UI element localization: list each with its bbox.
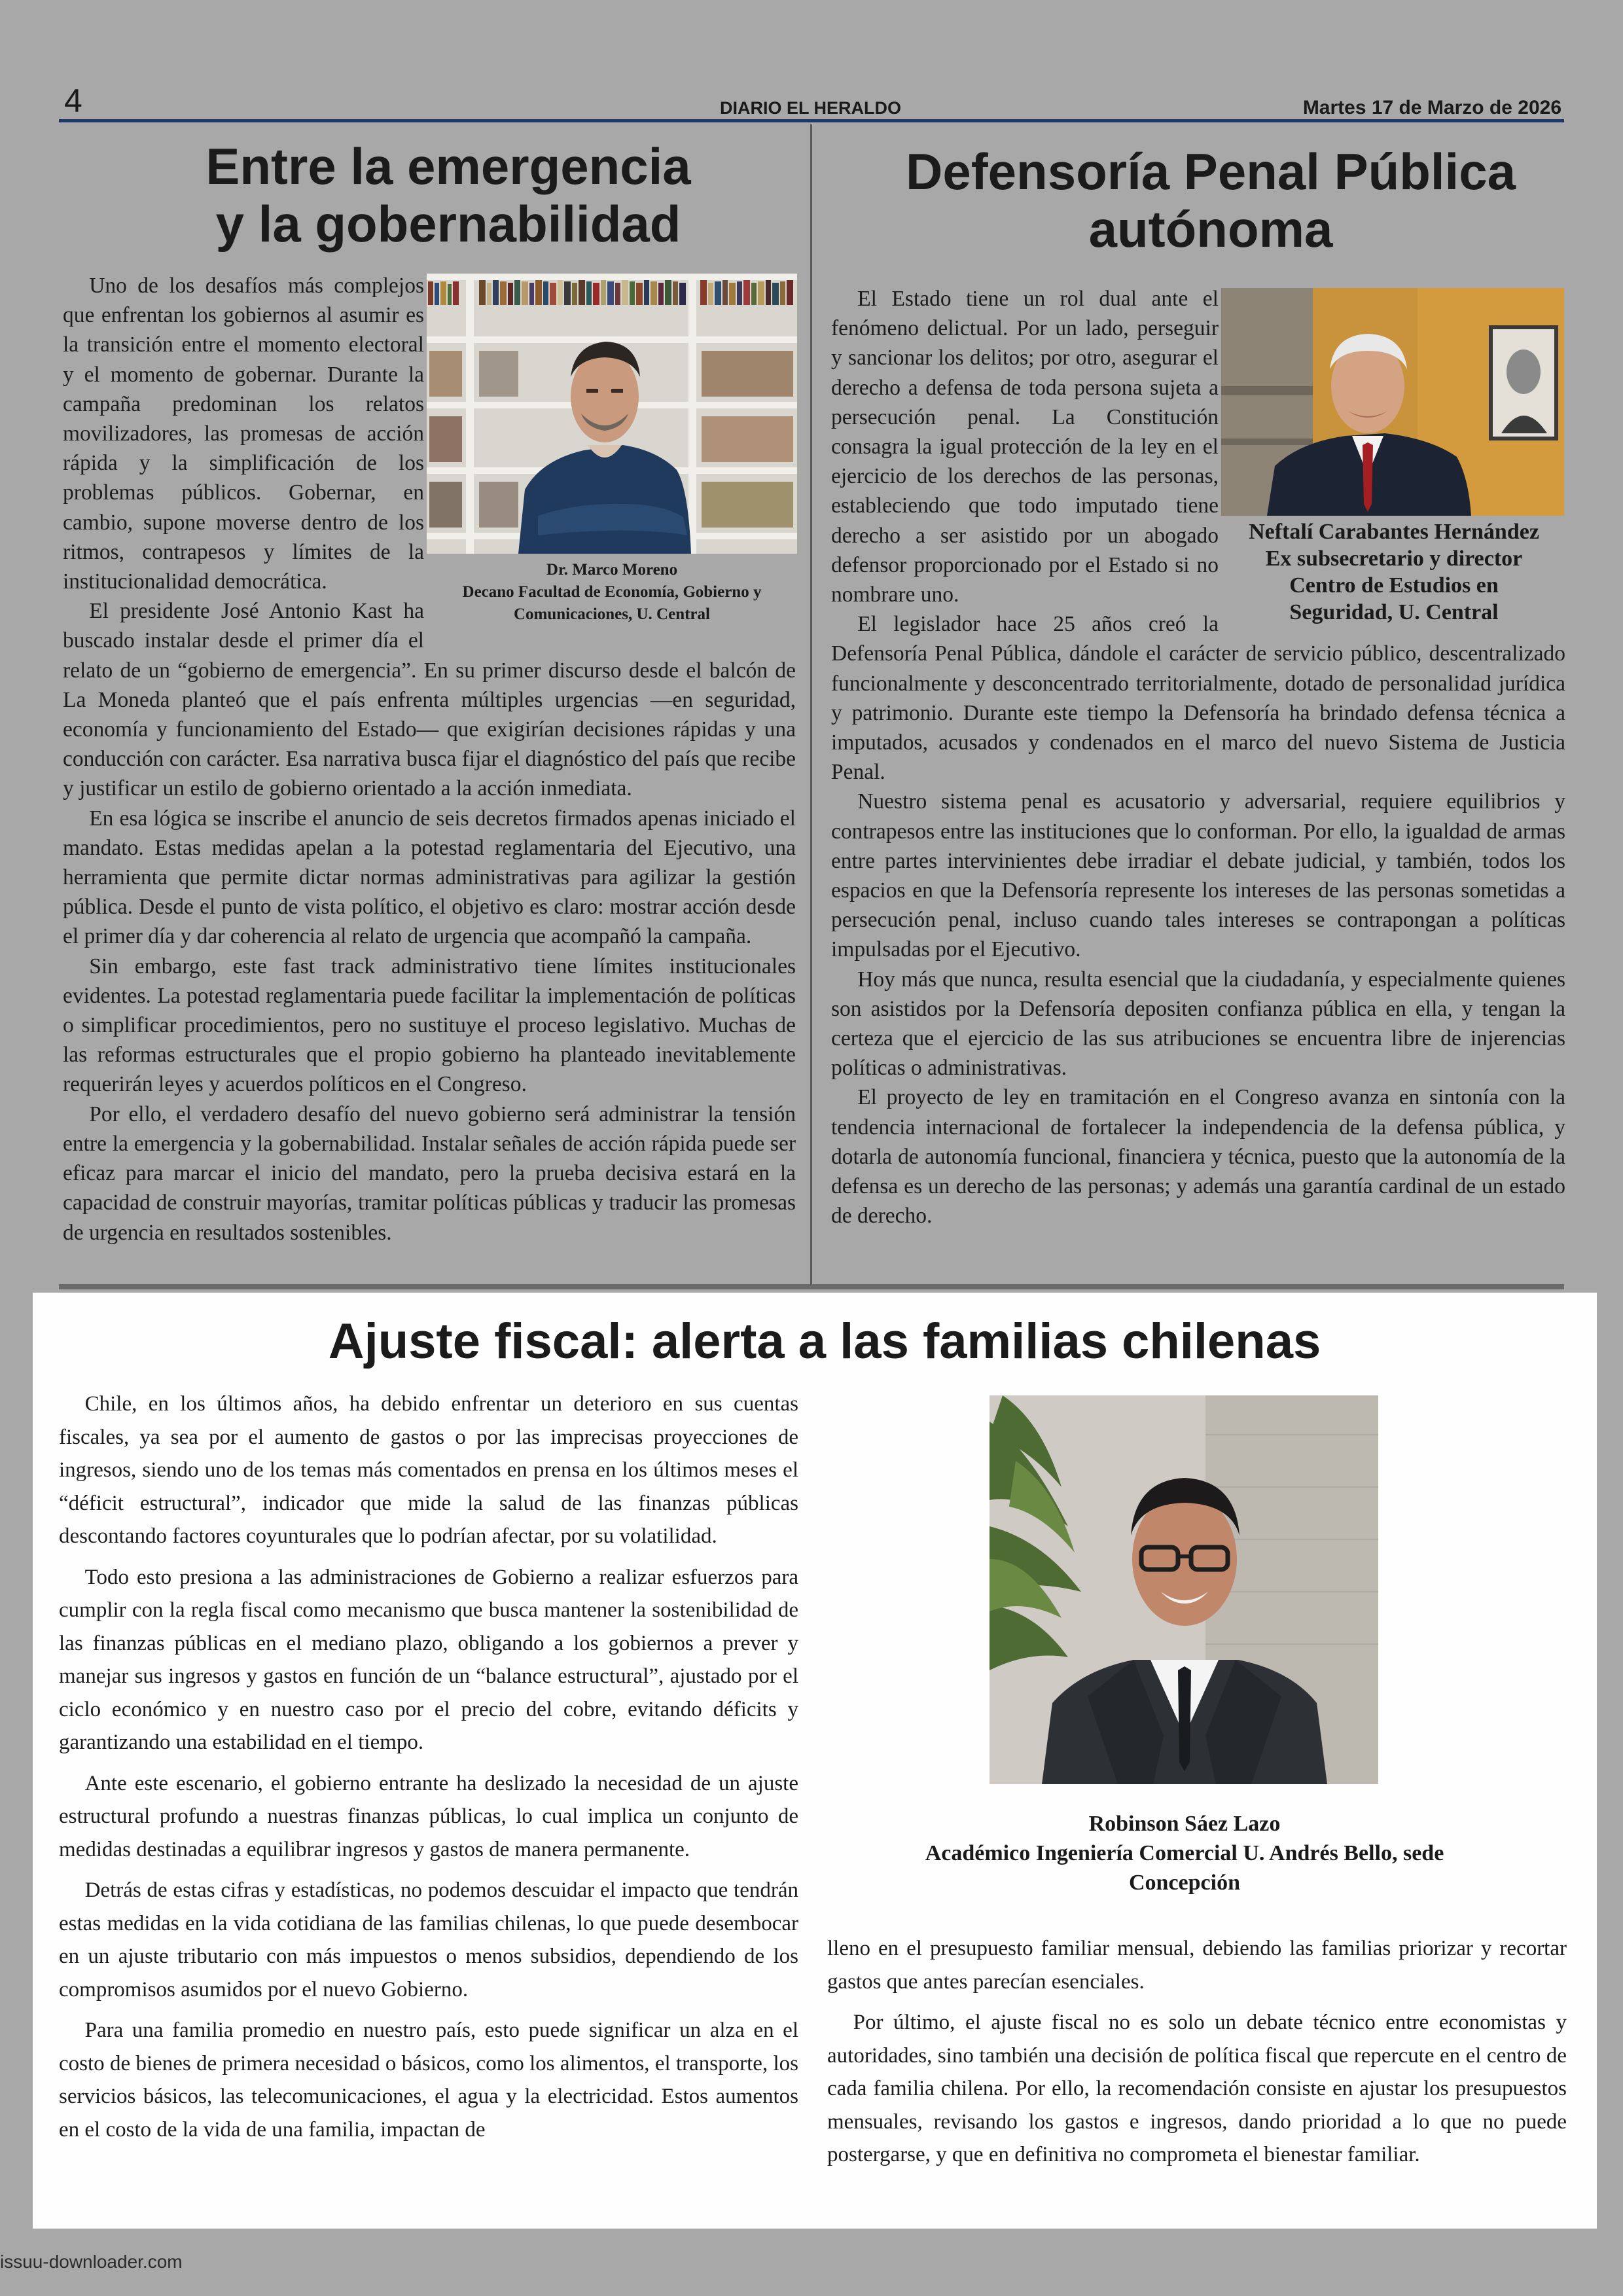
section-rule bbox=[59, 1284, 1564, 1289]
page-number: 4 bbox=[64, 82, 82, 119]
header-rule bbox=[59, 119, 1564, 122]
article2-photo-spacer bbox=[1219, 284, 1565, 637]
issue-date: Martes 17 de Marzo de 2026 bbox=[1302, 97, 1561, 118]
article2-caption-name: Neftalí Carabantes Hernández bbox=[1249, 520, 1539, 544]
article3-paragraph: Detrás de estas cifras y estadísticas, no podemos descuidar el impacto que tendrán estas medidas en la vida cotidiana de las familias chilenas, lo que puede desembocar en un ajuste tributario con más impuestos o menos subsidios, dependiendo de los compromisos asumidos por el nuevo Gobierno. bbox=[59, 1878, 798, 2001]
article3-caption-name: Robinson Sáez Lazo bbox=[1088, 1812, 1281, 1836]
article3-caption-role1: Académico Ingeniería Comercial U. Andrés Bello, sede bbox=[925, 1841, 1444, 1865]
article3-paragraph: Chile, en los últimos años, ha debido enfrentar un deterioro en sus cuentas fiscales, ya sea por el aumento de gastos o por las imprecisas proyecciones de ingresos, siendo uno de los temas más comentados en prensa en los últimos meses el “déficit estructural”, indicador que mide la salud de las finanzas públicas descontando factores coyunturales que lo podrían afectar, por su volatilidad. bbox=[59, 1392, 798, 1548]
article3-column-left bbox=[59, 1388, 798, 2206]
article3-paragraph: lleno en el presupuesto familiar mensual, debiendo las familias priorizar y recortar gastos que antes parecían esenciales. bbox=[827, 1937, 1567, 1994]
article1-title-line1: Entre la emergencia bbox=[205, 137, 691, 195]
article2-paragraph: El Estado tiene un rol dual ante el fenómeno delictual. Por un lado, perseguir y sancionar los delitos; por otro, asegurar el derecho a defensa de toda persona sujeta a persecución penal. La Constitución consagra la igual protección de la ley en el ejercicio de los derechos de las personas, estableciendo que todo imputado tiene derecho a ser asistido por un abogado defensor proporcionado por el Estado si no nombrare uno. bbox=[831, 287, 1219, 607]
article2-paragraph: El proyecto de ley en tramitación en el Congreso avanza en sintonía con la tendencia internacional de fortalecer la independencia de la defensa pública, y dotarla de autonomía funcional, financiera y técnica, puesto que la autonomía de la defensa es un derecho de las personas; y además una garantía cardinal de un estado de derecho. bbox=[831, 1085, 1565, 1229]
article3-paragraph: Todo esto presiona a las administraciones de Gobierno a realizar esfuerzos para cumplir con la regla fiscal como mecanismo que busca mantener la sostenibilidad de las finanzas públicas en el mediano plazo, obligando a los gobiernos a prever y manejar sus ingresos y gastos en función de un “balance estructural”, ajustado por el ciclo económico y en nuestro caso por el precio del cobre, evitando déficits y garantizando una estabilidad en el tiempo. bbox=[59, 1565, 798, 1754]
source-watermark: issuu-downloader.com bbox=[0, 2251, 183, 2272]
article2-title-line1: Defensoría Penal Pública bbox=[905, 143, 1516, 200]
article3-caption-role2: Concepción bbox=[1129, 1871, 1240, 1895]
article3-paragraph: Por último, el ajuste fiscal no es solo un debate técnico entre economistas y autoridades, sino también una decisión de política fiscal que repercute en el centro de cada familia chilena. Por ello, la recomendación consiste en ajustar los presupuestos mensuales, revisando los gastos e ingresos, dando prioridad a lo que no puede postergarse, y que en definitiva no comprometa el bienestar familiar. bbox=[827, 2011, 1567, 2166]
article1-paragraph: En esa lógica se inscribe el anuncio de seis decretos firmados apenas iniciado el mandato. Estas medidas apelan a la potestad reglamentaria del Ejecutivo, una herramienta que permite dictar normas administrativas para agilizar la gestión pública. Desde el punto de vista político, el objetivo es claro: mostrar acción desde el primer día y dar coherencia al relato de urgencia que acompañó la campaña. bbox=[63, 806, 796, 949]
article1-paragraph: Por ello, el verdadero desafío del nuevo gobierno será administrar la tensión entre la emergencia y la gobernabilidad. Instalar señales de acción rápida puede ser eficaz para marcar el inicio del mandato, pero la prueba decisiva estará en la capacidad de construir mayorías, tramitar políticas públicas y traducir las promesas de urgencia en resultados sostenibles. bbox=[63, 1102, 796, 1245]
article3-caption bbox=[825, 1809, 1544, 1897]
article1-photo-spacer bbox=[424, 271, 796, 640]
article1-title bbox=[105, 137, 792, 253]
article1-caption-role1: Decano Facultad de Economía, Gobierno y bbox=[462, 583, 762, 601]
article3-paragraph: Para una familia promedio en nuestro país, esto puede significar un alza en el costo de bienes de primera necesidad o básicos, como los alimentos, el transporte, los servicios básicos, las telecomunicaciones, el agua y la electricidad. Estos aumentos en el costo de la vida de una familia, impactan de bbox=[59, 2018, 798, 2142]
article2-title bbox=[851, 143, 1571, 258]
article2-caption-role1: Ex subsecretario y director bbox=[1265, 547, 1523, 571]
article1-paragraph: Sin embargo, este fast track administrativo tiene límites institucionales evidentes. La potestad reglamentaria puede facilitar la implementación de políticas o simplificar procedimientos, pero no sustituye el proceso legislativo. Muchas de las reformas estructurales que el propio gobierno ha planteado inevitablemente requerirán leyes y acuerdos políticos en el Congreso. bbox=[63, 954, 796, 1097]
article2-caption-role3: Seguridad, U. Central bbox=[1289, 600, 1499, 624]
article2-title-line2: autónoma bbox=[1088, 200, 1333, 258]
article1-body bbox=[63, 271, 796, 1266]
column-divider bbox=[810, 124, 812, 1284]
article2-caption-role2: Centro de Estudios en bbox=[1289, 573, 1499, 598]
article2-paragraph: Hoy más que nunca, resulta esencial que la ciudadanía, y especialmente quienes son asistidos por la Defensoría depositen confianza pública en ella, y tengan la certeza que el ejercicio de las sus atribuciones se encuentra libre de injerencias políticas o administrativas. bbox=[831, 967, 1565, 1081]
article1-paragraph: Uno de los desafíos más complejos que enfrentan los gobiernos al asumir es la transición entre el momento electoral y el momento de gobernar. Durante la campaña predominan los relatos movilizadores, las promesas de acción rápida y la simplificación de los problemas públicos. Gobernar, en cambio, supone moverse dentro de los ritmos, contrapesos y límites de la institucionalidad democrática. bbox=[63, 274, 424, 594]
article3-title: Ajuste fiscal: alerta a las familias chilenas bbox=[328, 1314, 1321, 1369]
article3-column-right bbox=[827, 1932, 1567, 2207]
article1-caption-name: Dr. Marco Moreno bbox=[546, 561, 678, 579]
article2-paragraph: El legislador hace 25 años creó la Defensoría Penal Pública, dándole el carácter de servicio público, descentralizado funcionalmente y desconcentrado territorialmente, dotado de personalidad jurídica y patrimonio. Durante este tiempo la Defensoría ha brindado defensa técnica a imputados, acusados y condenados en el marco del nuevo Sistema de Justicia Penal. bbox=[831, 612, 1565, 785]
article2-paragraph: Nuestro sistema penal es acusatorio y adversarial, requiere equilibrios y contrapesos entre las instituciones que lo conforman. Por ello, la igualdad de armas entre partes intervinientes debe irradiar el debate judicial, y también, todos los espacios en que la Defensoría represente los intereses de las personas sometidas a persecución penal, incluso cuando tales intereses se contrapongan a políticas impulsadas por el Ejecutivo. bbox=[831, 789, 1565, 962]
article1-title-line2: y la gobernabilidad bbox=[215, 195, 681, 253]
article2-body bbox=[831, 284, 1565, 1272]
newspaper-name: DIARIO EL HERALDO bbox=[720, 98, 902, 118]
article3-author-photo bbox=[990, 1395, 1378, 1784]
article3-paragraph: Ante este escenario, el gobierno entrante ha deslizado la necesidad de un ajuste estructural profundo a nuestras finanzas públicas, lo cual implica un conjunto de medidas destinadas a equilibrar ingresos y gastos de manera permanente. bbox=[59, 1771, 798, 1861]
article1-caption-role2: Comunicaciones, U. Central bbox=[514, 605, 710, 623]
article1-paragraph: El presidente José Antonio Kast ha buscado instalar desde el primer día el relato de un “gobierno de emergencia”. En su primer discurso desde el balcón de La Moneda planteó que el país enfrenta múltiples urgencias —en seguridad, economía y funcionamiento del Estado— que exigirían decisiones rápidas y una conducción con carácter. Esa narrativa busca fijar el diagnóstico del país que recibe y justificar un estilo de gobierno orientado a la acción inmediata. bbox=[63, 599, 796, 801]
